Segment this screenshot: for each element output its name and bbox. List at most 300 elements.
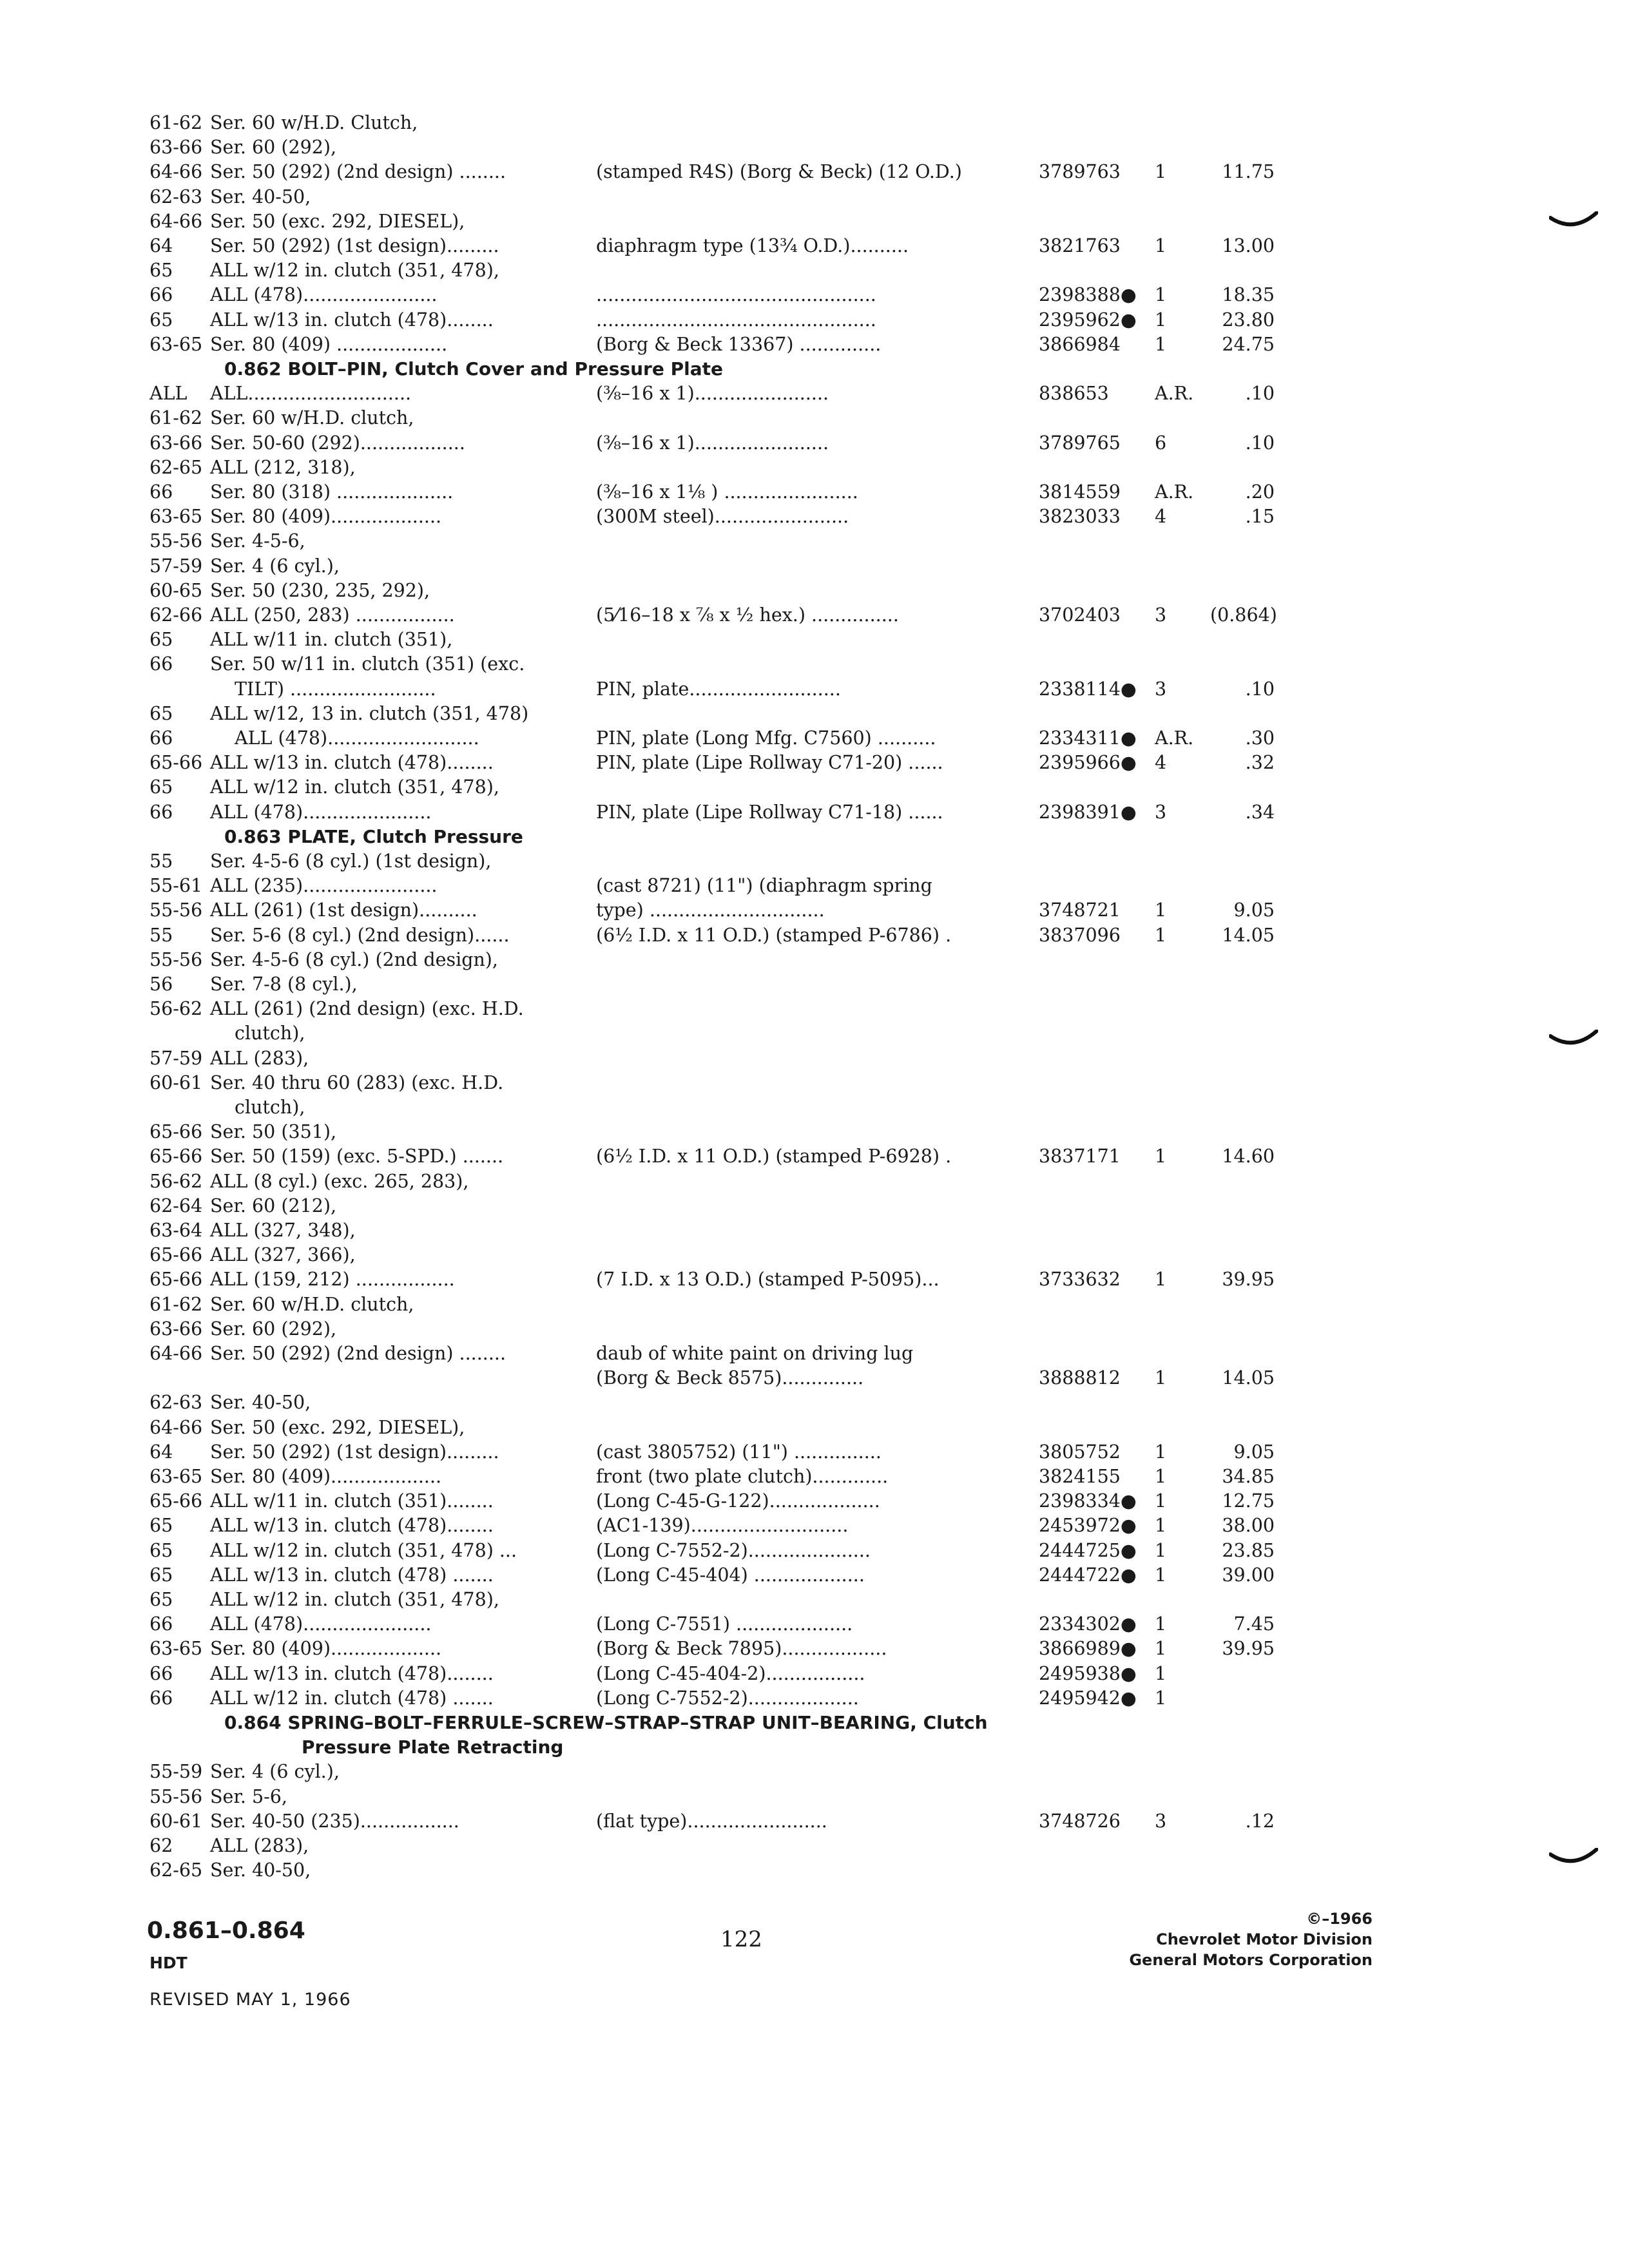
parts-row: [0, 1662, 1629, 1686]
quantity: A.R.: [1155, 383, 1194, 405]
parts-row: [0, 1071, 1629, 1095]
price: 39.95: [1222, 1638, 1275, 1660]
application: Ser. 80 (409)...................: [210, 506, 442, 528]
description: (7 I.D. x 13 O.D.) (stamped P-5095)...: [596, 1269, 940, 1291]
application: Ser. 5-6,: [210, 1785, 287, 1807]
description: front (two plate clutch).............: [596, 1466, 889, 1487]
model-years: 63-66: [149, 137, 203, 159]
parts-row: [0, 505, 1629, 529]
parts-row: [0, 948, 1629, 972]
model-years: 62-65: [149, 456, 203, 478]
section-heading-text: 0.863 PLATE, Clutch Pressure: [224, 825, 523, 847]
quantity: 1: [1155, 1367, 1167, 1389]
parts-row: [0, 1243, 1629, 1267]
price: 11.75: [1222, 161, 1275, 183]
model-years: 65-66: [149, 1490, 203, 1512]
parts-row: [0, 1021, 1629, 1046]
application: Ser. 60 (292),: [210, 1318, 337, 1340]
model-years: 55: [149, 850, 173, 872]
application: Ser. 40 thru 60 (283) (exc. H.D.: [210, 1072, 504, 1093]
description: (6½ I.D. x 11 O.D.) (stamped P-6786) .: [596, 924, 952, 946]
part-number: 838653: [1039, 383, 1109, 405]
application: ALL w/12 in. clutch (351, 478),: [210, 776, 499, 798]
application: Ser. 40-50 (235).................: [210, 1810, 459, 1832]
model-years: 66: [149, 653, 173, 675]
price: 9.05: [1233, 899, 1275, 921]
quantity: 1: [1155, 333, 1167, 355]
model-years: 63-65: [149, 333, 203, 355]
quantity: 1: [1155, 1638, 1167, 1660]
quantity: 1: [1155, 1146, 1167, 1168]
application: ALL (235).......................: [210, 875, 438, 897]
price: .20: [1245, 481, 1275, 503]
section-heading-text: 0.862 BOLT–PIN, Clutch Cover and Pressure Plate: [224, 358, 723, 380]
application: ALL w/12, 13 in. clutch (351, 478): [210, 702, 529, 724]
parts-row: [0, 1218, 1629, 1243]
parts-row: [0, 480, 1629, 505]
application: Ser. 50 w/11 in. clutch (351) (exc.: [210, 653, 525, 675]
model-years: 66: [149, 284, 173, 306]
parts-row: [0, 1760, 1629, 1784]
price: 7.45: [1233, 1613, 1275, 1635]
description: (Long C-7552-2).....................: [596, 1539, 871, 1561]
model-years: 65: [149, 1589, 173, 1610]
description: (5⁄16–18 x ⅞ x ½ hex.) ...............: [596, 604, 899, 626]
application: Ser. 50 (230, 235, 292),: [210, 579, 430, 601]
parts-row: [0, 1834, 1629, 1858]
model-years: 56-62: [149, 998, 203, 1020]
description: PIN, plate (Lipe Rollway C71-20) ......: [596, 752, 943, 774]
part-number: 2444722●: [1039, 1564, 1137, 1586]
model-years: 65-66: [149, 1146, 203, 1168]
model-years: 60-65: [149, 579, 203, 601]
parts-row: [0, 529, 1629, 553]
model-years: 65: [149, 629, 173, 651]
application: ALL w/13 in. clutch (478)........: [210, 752, 494, 774]
application: Ser. 4-5-6,: [210, 530, 305, 552]
model-years: 66: [149, 1613, 173, 1635]
section-heading-text: Pressure Plate Retracting: [302, 1736, 564, 1758]
description: (6½ I.D. x 11 O.D.) (stamped P-6928) .: [596, 1146, 952, 1168]
model-years: 64: [149, 1441, 173, 1463]
parts-row: [0, 1194, 1629, 1218]
parts-row: [0, 1293, 1629, 1317]
binder-hole-mark-icon: [1549, 1030, 1598, 1048]
model-years: 64-66: [149, 1416, 203, 1438]
description: ................................................: [596, 284, 876, 306]
part-number: 3821763: [1039, 235, 1121, 256]
application: ALL (250, 283) .................: [210, 604, 455, 626]
part-number: 3866984: [1039, 333, 1121, 355]
application: Ser. 4 (6 cyl.),: [210, 1761, 340, 1783]
quantity: 3: [1155, 801, 1167, 823]
quantity: 1: [1155, 1564, 1167, 1586]
description: (300M steel).......................: [596, 506, 849, 528]
parts-row: [0, 381, 1629, 406]
application: ALL (478)......................: [210, 801, 432, 823]
price: 18.35: [1222, 284, 1275, 306]
price: 39.95: [1222, 1269, 1275, 1291]
page-number: 122: [720, 1927, 762, 1952]
part-number: 3824155: [1039, 1466, 1121, 1487]
description: (Long C-7551) ....................: [596, 1613, 853, 1635]
price: 12.75: [1222, 1490, 1275, 1512]
part-number: 3823033: [1039, 506, 1121, 528]
quantity: 3: [1155, 678, 1167, 700]
parts-row: [0, 1341, 1629, 1366]
quantity: 1: [1155, 1687, 1167, 1709]
parts-row: [0, 1267, 1629, 1292]
parts-row: [0, 1588, 1629, 1612]
application: Ser. 40-50,: [210, 1392, 311, 1414]
model-years: 64: [149, 235, 173, 256]
quantity: 1: [1155, 309, 1167, 331]
application: ALL w/11 in. clutch (351),: [210, 629, 453, 651]
description: (⅜–16 x 1⅛ ) .......................: [596, 481, 858, 503]
application: ALL (478)......................: [210, 1613, 432, 1635]
description: type) ..............................: [596, 899, 825, 921]
application: Ser. 60 (212),: [210, 1195, 337, 1216]
parts-row: [0, 775, 1629, 800]
model-years: 62: [149, 1835, 173, 1856]
model-years: 56-62: [149, 1170, 203, 1192]
application: ALL (327, 366),: [210, 1244, 356, 1266]
parts-row: [0, 1120, 1629, 1144]
part-number: 3866989●: [1039, 1638, 1137, 1660]
application: Ser. 60 (292),: [210, 137, 337, 159]
description: (stamped R4S) (Borg & Beck) (12 O.D.): [596, 161, 962, 183]
model-years: 55-56: [149, 948, 203, 970]
parts-row: [0, 135, 1629, 160]
part-number: 2398391●: [1039, 801, 1137, 823]
application: ALL w/11 in. clutch (351)........: [210, 1490, 494, 1512]
parts-row: [0, 431, 1629, 456]
model-years: 55-61: [149, 875, 203, 897]
section-heading: [0, 825, 1629, 849]
application: Ser. 50 (exc. 292, DIESEL),: [210, 210, 465, 232]
parts-row: [0, 283, 1629, 307]
quantity: 1: [1155, 1613, 1167, 1635]
description: ................................................: [596, 309, 876, 331]
price: .10: [1245, 678, 1275, 700]
copyright-line: ©–1966: [1306, 1910, 1373, 1928]
quantity: 1: [1155, 1441, 1167, 1463]
parts-row: [0, 1465, 1629, 1489]
application: ALL (261) (1st design)..........: [210, 899, 477, 921]
application: ALL w/13 in. clutch (478) .......: [210, 1564, 494, 1586]
parts-row: [0, 1440, 1629, 1465]
quantity: 3: [1155, 604, 1167, 626]
part-number: 2334311●: [1039, 727, 1137, 749]
price: .34: [1245, 801, 1275, 823]
price: .12: [1245, 1810, 1275, 1832]
application: clutch),: [235, 1097, 305, 1118]
quantity: 1: [1155, 1466, 1167, 1487]
parts-row: [0, 1809, 1629, 1834]
parts-row: [0, 406, 1629, 430]
price: 34.85: [1222, 1466, 1275, 1487]
parts-row: [0, 1144, 1629, 1169]
description: (Borg & Beck 7895)..................: [596, 1638, 887, 1660]
model-years: 65: [149, 776, 173, 798]
part-number: 2398334●: [1039, 1490, 1137, 1512]
description: (flat type)........................: [596, 1810, 827, 1832]
model-years: 62-64: [149, 1195, 203, 1216]
model-years: 65: [149, 309, 173, 331]
application: clutch),: [235, 1023, 305, 1044]
part-number: 2334302●: [1039, 1613, 1137, 1635]
model-years: 63-65: [149, 1638, 203, 1660]
application: Ser. 50-60 (292)..................: [210, 432, 465, 454]
model-years: 64-66: [149, 1343, 203, 1364]
price: 14.60: [1222, 1146, 1275, 1168]
model-years: 55: [149, 924, 173, 946]
parts-row: [0, 1366, 1629, 1390]
parts-row: [0, 258, 1629, 283]
quantity: 4: [1155, 752, 1167, 774]
binder-hole-mark-icon: [1549, 211, 1598, 229]
parts-row: [0, 628, 1629, 652]
application: Ser. 80 (409)...................: [210, 1638, 442, 1660]
model-years: 56: [149, 974, 173, 995]
part-number: 3805752: [1039, 1441, 1121, 1463]
price: 23.85: [1222, 1539, 1275, 1561]
price: 14.05: [1222, 924, 1275, 946]
application: ALL w/12 in. clutch (351, 478),: [210, 260, 499, 282]
application: Ser. 5-6 (8 cyl.) (2nd design)......: [210, 924, 510, 946]
price: .15: [1245, 506, 1275, 528]
application: Ser. 4-5-6 (8 cyl.) (2nd design),: [210, 948, 498, 970]
description: PIN, plate (Long Mfg. C7560) ..........: [596, 727, 936, 749]
model-years: 66: [149, 1687, 173, 1709]
part-number: 3888812: [1039, 1367, 1121, 1389]
application: ALL w/13 in. clutch (478)........: [210, 1515, 494, 1537]
parts-row: [0, 997, 1629, 1021]
price: (0.864): [1210, 604, 1277, 626]
model-years: 66: [149, 1662, 173, 1684]
quantity: A.R.: [1155, 481, 1194, 503]
application: ALL (159, 212) .................: [210, 1269, 455, 1291]
description: (Borg & Beck 8575)..............: [596, 1367, 864, 1389]
model-years: 61-62: [149, 112, 203, 133]
parts-row: [0, 726, 1629, 751]
price: 9.05: [1233, 1441, 1275, 1463]
application: ALL (327, 348),: [210, 1220, 356, 1241]
application: Ser. 50 (292) (2nd design) ........: [210, 161, 506, 183]
quantity: 1: [1155, 1269, 1167, 1291]
model-years: 66: [149, 727, 173, 749]
quantity: 1: [1155, 1539, 1167, 1561]
model-years: 64-66: [149, 161, 203, 183]
price: 13.00: [1222, 235, 1275, 256]
parts-row: [0, 1489, 1629, 1514]
quantity: 1: [1155, 235, 1167, 256]
price: 23.80: [1222, 309, 1275, 331]
part-number: 3789763: [1039, 161, 1121, 183]
parts-row: [0, 1514, 1629, 1538]
part-number: 2495942●: [1039, 1687, 1137, 1709]
application: Ser. 60 w/H.D. clutch,: [210, 407, 414, 429]
price: .10: [1245, 383, 1275, 405]
parts-row: [0, 185, 1629, 209]
parts-row: [0, 677, 1629, 702]
application: Ser. 50 (351),: [210, 1121, 337, 1143]
model-years: 55-56: [149, 1785, 203, 1807]
application: ALL w/13 in. clutch (478)........: [210, 1662, 494, 1684]
model-years: 66: [149, 801, 173, 823]
quantity: 1: [1155, 1490, 1167, 1512]
description: (⅜–16 x 1).......................: [596, 432, 829, 454]
model-years: 62-63: [149, 1392, 203, 1414]
model-years: 66: [149, 481, 173, 503]
price: .10: [1245, 432, 1275, 454]
parts-row: [0, 1612, 1629, 1637]
application: ALL (478).......................: [210, 284, 438, 306]
binder-hole-mark-icon: [1549, 1848, 1598, 1866]
application: ALL w/12 in. clutch (351, 478),: [210, 1589, 499, 1610]
model-years: 65: [149, 1564, 173, 1586]
part-number: 3837096: [1039, 924, 1121, 946]
parts-row: [0, 554, 1629, 579]
parts-row: [0, 898, 1629, 923]
application: Ser. 7-8 (8 cyl.),: [210, 974, 358, 995]
parts-row: [0, 1095, 1629, 1120]
application: ALL............................: [210, 383, 412, 405]
price: 14.05: [1222, 1367, 1275, 1389]
application: ALL w/12 in. clutch (478) .......: [210, 1687, 494, 1709]
parts-row: [0, 1416, 1629, 1440]
price: 39.00: [1222, 1564, 1275, 1586]
application: Ser. 80 (318) ....................: [210, 481, 454, 503]
model-years: 63-64: [149, 1220, 203, 1241]
quantity: 1: [1155, 1662, 1167, 1684]
section-heading: [0, 1711, 1629, 1735]
application: Ser. 4 (6 cyl.),: [210, 555, 340, 577]
hdt-label: HDT: [149, 1954, 188, 1972]
parts-row: [0, 702, 1629, 726]
model-years: 62-66: [149, 604, 203, 626]
model-years: 55-56: [149, 530, 203, 552]
model-years: 65: [149, 260, 173, 282]
model-years: 62-63: [149, 186, 203, 207]
price: .30: [1245, 727, 1275, 749]
application: Ser. 50 (159) (exc. 5-SPD.) .......: [210, 1146, 504, 1168]
application: Ser. 60 w/H.D. Clutch,: [210, 112, 418, 133]
section-heading-continued: [0, 1735, 1629, 1760]
section-heading: [0, 357, 1629, 381]
application: TILT) .........................: [235, 678, 436, 700]
model-years: ALL: [149, 383, 188, 405]
quantity: 6: [1155, 432, 1167, 454]
application: ALL (283),: [210, 1835, 309, 1856]
parts-row: [0, 1169, 1629, 1194]
parts-row: [0, 849, 1629, 874]
part-number: 3814559: [1039, 481, 1121, 503]
model-years: 61-62: [149, 407, 203, 429]
application: Ser. 50 (292) (2nd design) ........: [210, 1343, 506, 1364]
part-number: 3702403: [1039, 604, 1121, 626]
parts-row: [0, 160, 1629, 184]
parts-row: [0, 1046, 1629, 1071]
parts-row: [0, 751, 1629, 775]
part-number: 2453972●: [1039, 1515, 1137, 1537]
parts-row: [0, 1563, 1629, 1588]
part-number: 3748721: [1039, 899, 1121, 921]
model-years: 65-66: [149, 1269, 203, 1291]
application: Ser. 50 (292) (1st design).........: [210, 1441, 499, 1463]
model-years: 64-66: [149, 210, 203, 232]
parts-row: [0, 1317, 1629, 1341]
model-years: 60-61: [149, 1810, 203, 1832]
model-years: 65: [149, 1539, 173, 1561]
description: (AC1-139)...........................: [596, 1515, 849, 1537]
quantity: 1: [1155, 284, 1167, 306]
parts-row: [0, 579, 1629, 603]
description: (cast 3805752) (11") ...............: [596, 1441, 882, 1463]
description: (cast 8721) (11") (diaphragm spring: [596, 875, 932, 897]
model-years: 65-66: [149, 752, 203, 774]
description: (⅜–16 x 1).......................: [596, 383, 829, 405]
application: ALL (478)..........................: [235, 727, 479, 749]
division-line: Chevrolet Motor Division: [1156, 1930, 1373, 1948]
parts-row: [0, 209, 1629, 234]
model-years: 61-62: [149, 1293, 203, 1315]
quantity: 1: [1155, 161, 1167, 183]
quantity: 3: [1155, 1810, 1167, 1832]
description: PIN, plate (Lipe Rollway C71-18) ......: [596, 801, 943, 823]
model-years: 63-65: [149, 1466, 203, 1487]
parts-row: [0, 652, 1629, 677]
description: (Long C-45-404) ...................: [596, 1564, 865, 1586]
price: .32: [1245, 752, 1275, 774]
quantity: 1: [1155, 924, 1167, 946]
description: diaphragm type (13¾ O.D.)..........: [596, 235, 909, 256]
model-years: 57-59: [149, 555, 203, 577]
model-years: 60-61: [149, 1072, 203, 1093]
part-number: 2495938●: [1039, 1662, 1137, 1684]
quantity: 1: [1155, 1515, 1167, 1537]
page-range-label: 0.861–0.864: [147, 1917, 305, 1944]
description: PIN, plate..........................: [596, 678, 841, 700]
description: (Long C-45-G-122)...................: [596, 1490, 880, 1512]
price: 24.75: [1222, 333, 1275, 355]
model-years: 62-65: [149, 1860, 203, 1881]
part-number: 3733632: [1039, 1269, 1121, 1291]
parts-row: [0, 972, 1629, 997]
parts-row: [0, 1390, 1629, 1415]
part-number: 2398388●: [1039, 284, 1137, 306]
part-number: 2395962●: [1039, 309, 1137, 331]
price: 38.00: [1222, 1515, 1275, 1537]
parts-row: [0, 1858, 1629, 1883]
parts-row: [0, 1785, 1629, 1809]
application: Ser. 4-5-6 (8 cyl.) (1st design),: [210, 850, 492, 872]
part-number: 3748726: [1039, 1810, 1121, 1832]
model-years: 63-66: [149, 1318, 203, 1340]
application: ALL (283),: [210, 1047, 309, 1069]
model-years: 57-59: [149, 1047, 203, 1069]
application: Ser. 60 w/H.D. clutch,: [210, 1293, 414, 1315]
quantity: 1: [1155, 899, 1167, 921]
model-years: 65-66: [149, 1244, 203, 1266]
parts-row: [0, 234, 1629, 258]
model-years: 65: [149, 1515, 173, 1537]
application: Ser. 40-50,: [210, 186, 311, 207]
corporation-line: General Motors Corporation: [1129, 1951, 1373, 1969]
parts-row: [0, 308, 1629, 332]
application: Ser. 50 (exc. 292, DIESEL),: [210, 1416, 465, 1438]
section-heading-text: 0.864 SPRING–BOLT–FERRULE–SCREW–STRAP–STRAP UNIT–BEARING, Clutch: [224, 1712, 988, 1733]
